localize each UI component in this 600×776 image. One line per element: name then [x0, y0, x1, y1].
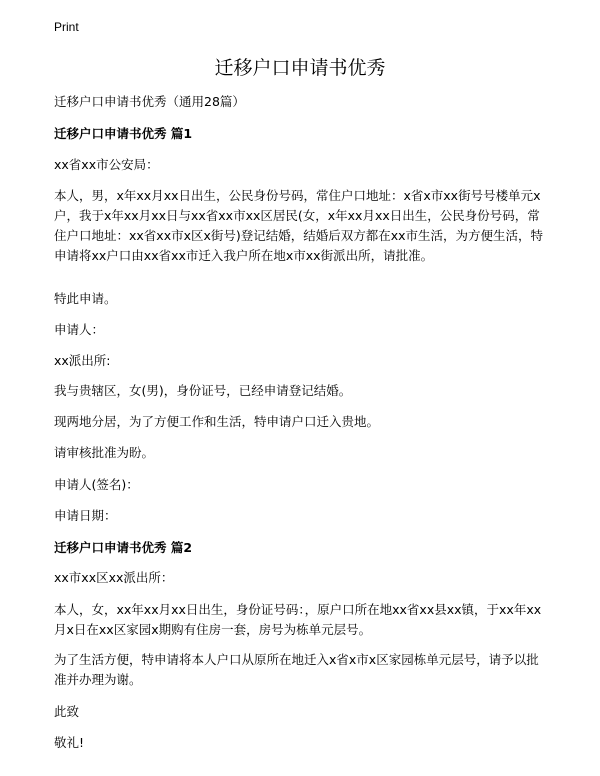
- subtitle: 迁移户口申请书优秀（通用28篇）: [54, 94, 245, 109]
- print-link[interactable]: Print: [54, 20, 79, 34]
- section1-addressee: xx省xx市公安局：: [54, 157, 159, 172]
- section1-closing: 特此申请。: [54, 291, 117, 306]
- section1-signature: 申请人(签名)：: [54, 477, 139, 492]
- section2-body: 本人，女，xx年xx月xx日出生，身份证号码：，原户口所在地xx省xx县xx镇，于xx年xx月x日在xx区家园x期购有住房一套，房号为栋单元层号。: [54, 602, 542, 637]
- page-title: 迁移户口申请书优秀: [214, 57, 386, 79]
- section1-date: 申请日期：: [54, 508, 117, 523]
- section2-closing: 此致: [54, 704, 80, 719]
- section1-para2: 我与贵辖区，女(男)，身份证号，已经申请登记结婚。: [54, 383, 352, 398]
- section2-salute: 敬礼!: [54, 735, 85, 750]
- section1-applicant: 申请人：: [54, 322, 105, 337]
- section1-heading: 迁移户口申请书优秀 篇1: [54, 126, 193, 141]
- section1-police: xx派出所:: [54, 353, 111, 368]
- section2-heading: 迁移户口申请书优秀 篇2: [54, 540, 193, 555]
- section2-para2: 为了生活方便，特申请将本人户口从原所在地迁入x省x市x区家园栋单元层号，请予以批准并办理为谢。: [54, 652, 539, 687]
- section1-body: 本人，男，x年xx月xx日出生，公民身份号码，常住户口地址：x省x市xx街号号楼单元x户，我于x年xx月xx日与xx省xx市xx区居民(女，x年xx月xx日出生，公民身份号码，常住户口地址：xx省xx市x区x街号)登记结婚，结婚后双方都在xx市生活，为方便生活，特申请将xx户口由xx省xx市迁入我户所在地x市xx街派出所，请批准。: [54, 188, 544, 263]
- section1-para4: 请审核批准为盼。: [54, 445, 155, 460]
- section1-para3: 现两地分居，为了方便工作和生活，特申请户口迁入贵地。: [54, 414, 380, 429]
- section2-addressee: xx市xx区xx派出所：: [54, 570, 174, 585]
